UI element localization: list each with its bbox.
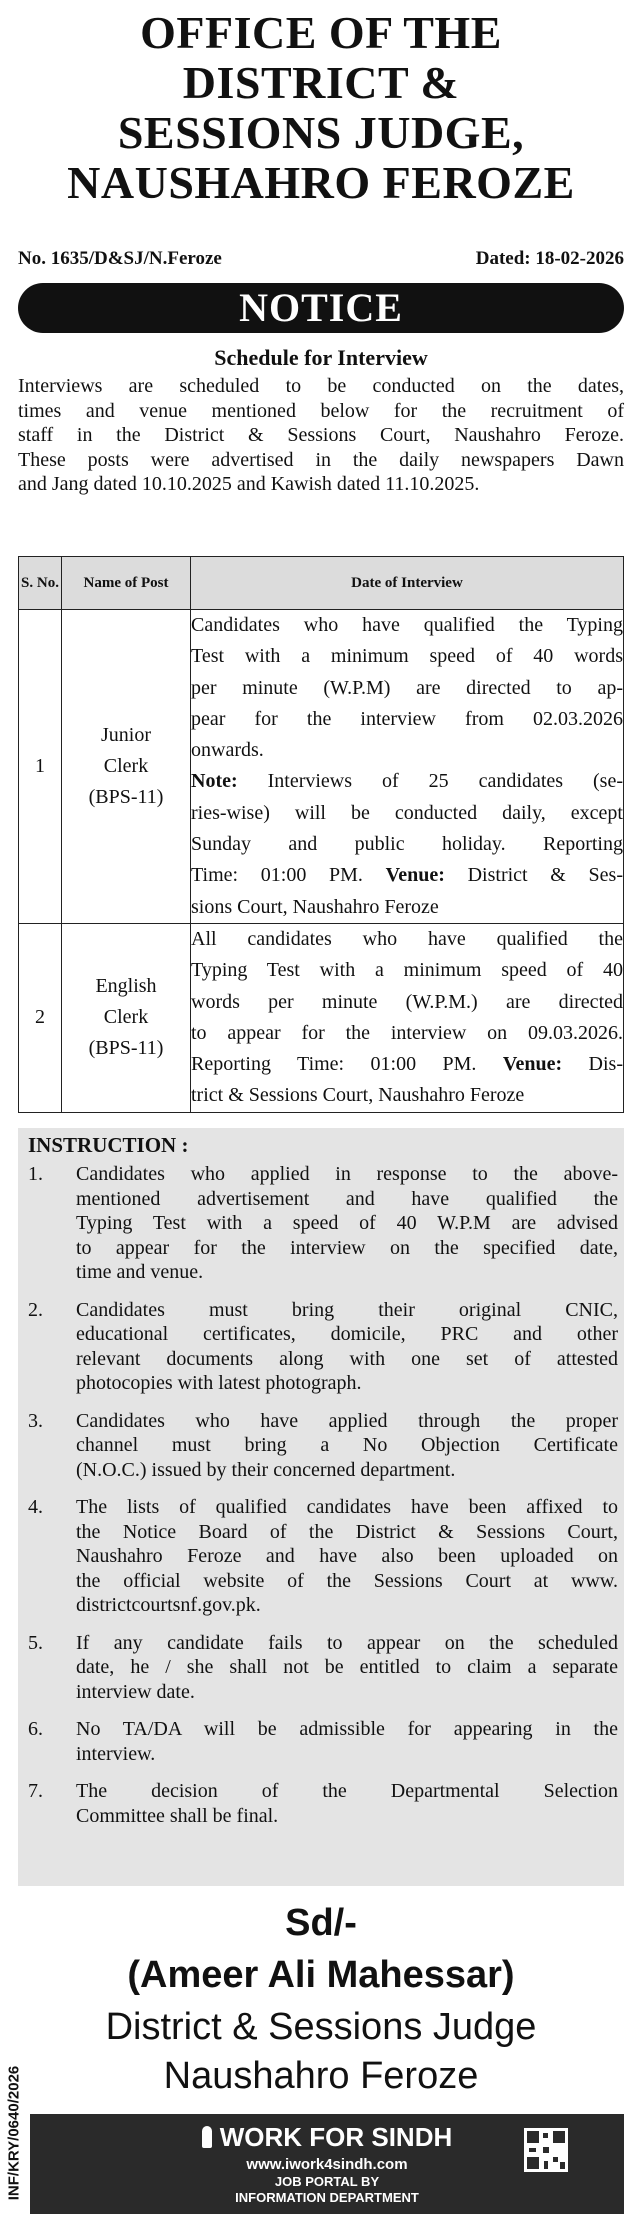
notice-date: Dated: 18-02-2026 [475,248,624,269]
item-line: districtcourtsnf.gov.pk. [76,1594,261,1616]
list-item [28,1717,618,1766]
table-row [19,923,624,1112]
interview-schedule-table [18,556,624,1113]
title-line: OFFICE OF THE [140,7,502,58]
reference-number: No. 1635/D&SJ/N.Feroze [18,248,222,269]
venue-text: District & Ses- [444,864,623,887]
desc-line: words per minute (W.P.M.) are directed [191,990,623,1013]
item-line: mentioned advertisement and have qualified the [76,1187,618,1210]
desc-line: pear for the interview from 02.03.2026 [191,707,623,730]
table-row [19,610,624,924]
footer-brand-text: WORK FOR SINDH [219,2122,453,2152]
office-title [0,8,642,208]
intro-paragraph [18,374,624,497]
item-number: 7. [28,1780,43,1802]
item-line: the Notice Board of the District & Sessions Court, [76,1520,618,1543]
header-post: Name of Post [62,557,191,610]
item-line: Candidates who have applied through the proper [76,1409,618,1432]
desc-line: Typing Test with a minimum speed of 40 [191,959,623,982]
item-line: The lists of qualified candidates have been affixed to [76,1496,618,1518]
item-line: Typing Test with a speed of 40 W.P.M are advised [76,1212,618,1234]
post-line: Clerk [103,1006,149,1029]
reporting-time: Time: 01:00 PM. [191,864,386,887]
note-line [191,766,623,797]
venue-line [191,1049,623,1080]
row-sno: 1 [19,610,62,924]
table-header-row [19,557,624,610]
instructions-box [18,1128,624,1886]
note-line: Sunday and public holiday. Reporting [191,833,623,856]
list-item [28,1162,618,1285]
list-item [28,1631,618,1705]
intro-line: staff in the District & Sessions Court, Naushahro Feroze. [18,424,624,447]
notice-banner: NOTICE [18,283,624,333]
title-line: NAUSHAHRO FEROZE [67,157,575,208]
list-item [28,1298,618,1396]
item-line: (N.O.C.) issued by their concerned department. [76,1458,456,1481]
post-line: (BPS-11) [88,785,164,808]
signatory-name: (Ameer Ali Mahessar) [127,1954,515,1996]
item-line: interview date. [76,1680,195,1703]
signature-sd: Sd/- [285,1902,357,1944]
side-reference-code [2,2058,26,2208]
venue-line: sions Court, Naushahro Feroze [191,895,439,918]
qr-code-icon [524,2128,568,2172]
note-line: ries-wise) will be conducted daily, except [191,801,623,824]
post-line: English [95,975,157,998]
footer-banner [30,2114,624,2214]
reporting-time: Reporting Time: 01:00 PM. [191,1053,503,1076]
header-sno: S. No. [19,557,62,610]
row-description [191,923,624,1112]
list-item [28,1779,618,1828]
instructions-list [28,1162,618,1828]
desc-line: to appear for the interview on 09.03.2026. [191,1021,623,1044]
row-sno: 2 [19,923,62,1112]
post-line: (BPS-11) [88,1037,164,1060]
item-line: to appear for the interview on the specified date, [76,1236,618,1259]
footer-tagline: JOB PORTAL BY [274,2174,380,2189]
signatory-place: Naushahro Feroze [163,2055,479,2097]
item-line: the official website of the Sessions Court at www. [76,1569,618,1592]
item-number: 6. [28,1718,43,1740]
item-line: channel must bring a No Objection Certificate [76,1434,618,1456]
desc-line: per minute (W.P.M) are directed to ap- [191,676,623,699]
header-date: Date of Interview [191,557,624,610]
venue-label: Venue: [502,1053,563,1076]
post-line: Clerk [103,754,149,777]
item-line: photocopies with latest photograph. [76,1372,362,1394]
venue-text: Dis- [562,1053,623,1076]
brand-logo-icon [202,2126,212,2148]
item-line: Candidates who applied in response to the above- [76,1163,618,1185]
instructions-heading: INSTRUCTION : [28,1133,189,1157]
footer-tagline: INFORMATION DEPARTMENT [235,2190,419,2205]
signatory-designation: District & Sessions Judge [105,2006,537,2048]
item-line: educational certificates, domicile, PRC and other [76,1323,618,1345]
desc-line: Test with a minimum speed of 40 words [191,645,623,668]
post-line: Junior [101,723,151,746]
note-label: Note: [191,770,238,793]
item-number: 3. [28,1409,43,1432]
item-line: interview. [76,1742,156,1765]
desc-line: onwards. [191,739,264,762]
row-post [62,610,191,924]
item-line: No TA/DA will be admissible for appearing in the [76,1718,618,1740]
desc-line: Candidates who have qualified the Typing [191,614,623,636]
list-item [28,1409,618,1483]
venue-line: trict & Sessions Court, Naushahro Feroze [191,1084,525,1107]
item-line: Naushahro Feroze and have also been uploaded on [76,1545,618,1567]
item-line: date, he / she shall not be entitled to claim a separate [76,1656,618,1678]
venue-label: Venue: [385,864,445,887]
item-number: 1. [28,1163,43,1185]
item-line: The decision of the Departmental Selection [76,1780,618,1802]
item-line: If any candidate fails to appear on the scheduled [76,1631,618,1654]
note-text: Interviews of 25 candidates (se- [237,770,623,793]
intro-line: times and venue mentioned below for the recruitment of [18,399,624,422]
item-number: 2. [28,1298,43,1321]
item-line: time and venue. [76,1261,204,1283]
title-line: SESSIONS JUDGE, [117,107,525,158]
intro-line: and Jang dated 10.10.2025 and Kawish dated 11.10.2025. [18,473,480,496]
list-item [28,1495,618,1618]
row-post [62,923,191,1112]
row-description [191,610,624,924]
intro-line: These posts were advertised in the daily newspapers Dawn [18,448,624,471]
venue-line [191,860,623,891]
item-line: Committee shall be final. [76,1804,279,1827]
footer-url[interactable]: www.iwork4sindh.com [246,2156,408,2173]
title-line: DISTRICT & [182,57,460,108]
item-line: relevant documents along with one set of attested [76,1347,618,1370]
notice-subtitle: Schedule for Interview [214,345,428,370]
item-number: 5. [28,1631,43,1654]
desc-line: All candidates who have qualified the [191,927,623,950]
side-code-text: INF/KRY/0640/2026 [5,2065,23,2201]
item-number: 4. [28,1496,43,1518]
intro-line: Interviews are scheduled to be conducted on the dates, [18,375,624,397]
item-line: Candidates must bring their original CNIC, [76,1298,618,1321]
